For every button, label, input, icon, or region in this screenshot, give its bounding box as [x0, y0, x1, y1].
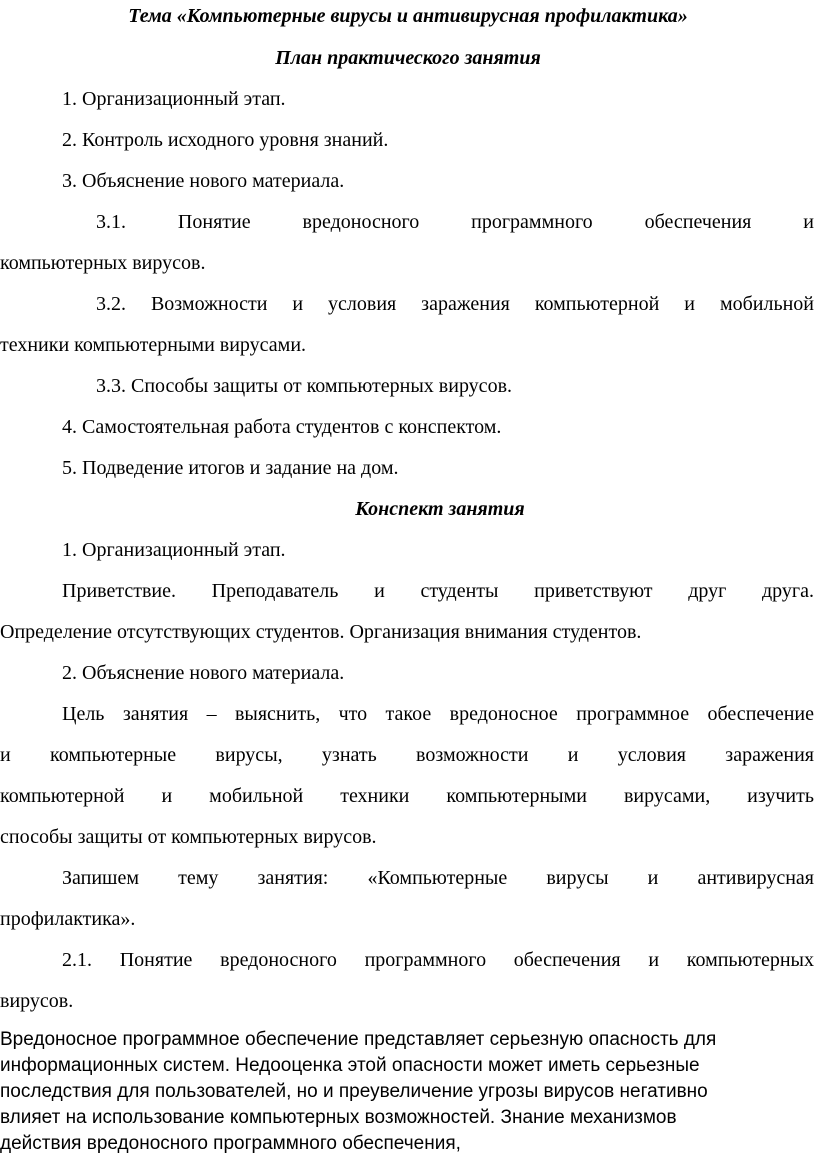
topic-line-2: профилактика».	[0, 908, 136, 930]
plan-item-1: 1. Организационный этап.	[62, 88, 286, 110]
greeting-line-1: Приветствие. Преподаватель и студенты приветствуют друг друга.	[62, 580, 814, 602]
plan-sub-3-3: 3.3. Способы защиты от компьютерных вирусов.	[96, 375, 513, 397]
goal-line-3: компьютерной и мобильной техники компьютерными вирусами, изучить	[0, 785, 814, 807]
goal-line-4: способы защиты от компьютерных вирусов.	[0, 826, 377, 848]
malware-paragraph-line-4: влияет на использование компьютерных возможностей. Знание механизмов	[0, 1107, 677, 1128]
plan-item-5: 5. Подведение итогов и задание на дом.	[62, 457, 399, 479]
greeting-line-2: Определение отсутствующих студентов. Организация внимания студентов.	[0, 621, 642, 643]
goal-line-2: и компьютерные вирусы, узнать возможности и условия заражения	[0, 744, 814, 766]
summary-heading: Конспект занятия	[355, 498, 525, 520]
plan-sub-3-2-line2: техники компьютерными вирусами.	[0, 334, 307, 356]
malware-paragraph-line-3: последствия для пользователей, но и преувеличение угрозы вирусов негативно	[0, 1081, 708, 1102]
summary-section-2: 2. Объяснение нового материала.	[62, 662, 345, 684]
topic-line-1: Запишем тему занятия: «Компьютерные вирусы и антивирусная	[62, 867, 814, 889]
plan-item-3: 3. Объяснение нового материала.	[62, 170, 345, 192]
summary-section-1: 1. Организационный этап.	[62, 539, 286, 561]
plan-item-4: 4. Самостоятельная работа студентов с конспектом.	[62, 416, 502, 438]
plan-item-2: 2. Контроль исходного уровня знаний.	[62, 129, 389, 151]
malware-paragraph-line-1: Вредоносное программное обеспечение представляет серьезную опасность для	[0, 1029, 717, 1050]
section-2-1-line-2: вирусов.	[0, 990, 74, 1012]
malware-paragraph-line-5: действия вредоносного программного обеспечения,	[0, 1133, 461, 1154]
section-2-1-line-1: 2.1. Понятие вредоносного программного обеспечения и компьютерных	[62, 949, 814, 971]
document-title: Тема «Компьютерные вирусы и антивирусная профилактика»	[128, 5, 688, 27]
goal-line-1: Цель занятия – выяснить, что такое вредоносное программное обеспечение	[62, 703, 814, 725]
malware-paragraph-line-2: информационных систем. Недооценка этой опасности может иметь серьезные	[0, 1055, 700, 1076]
plan-heading: План практического занятия	[275, 47, 541, 69]
plan-sub-3-1-line2: компьютерных вирусов.	[0, 252, 206, 274]
plan-sub-3-2-line1: 3.2. Возможности и условия заражения компьютерной и мобильной	[96, 293, 814, 315]
plan-sub-3-1-line1: 3.1. Понятие вредоносного программного обеспечения и	[96, 211, 814, 233]
